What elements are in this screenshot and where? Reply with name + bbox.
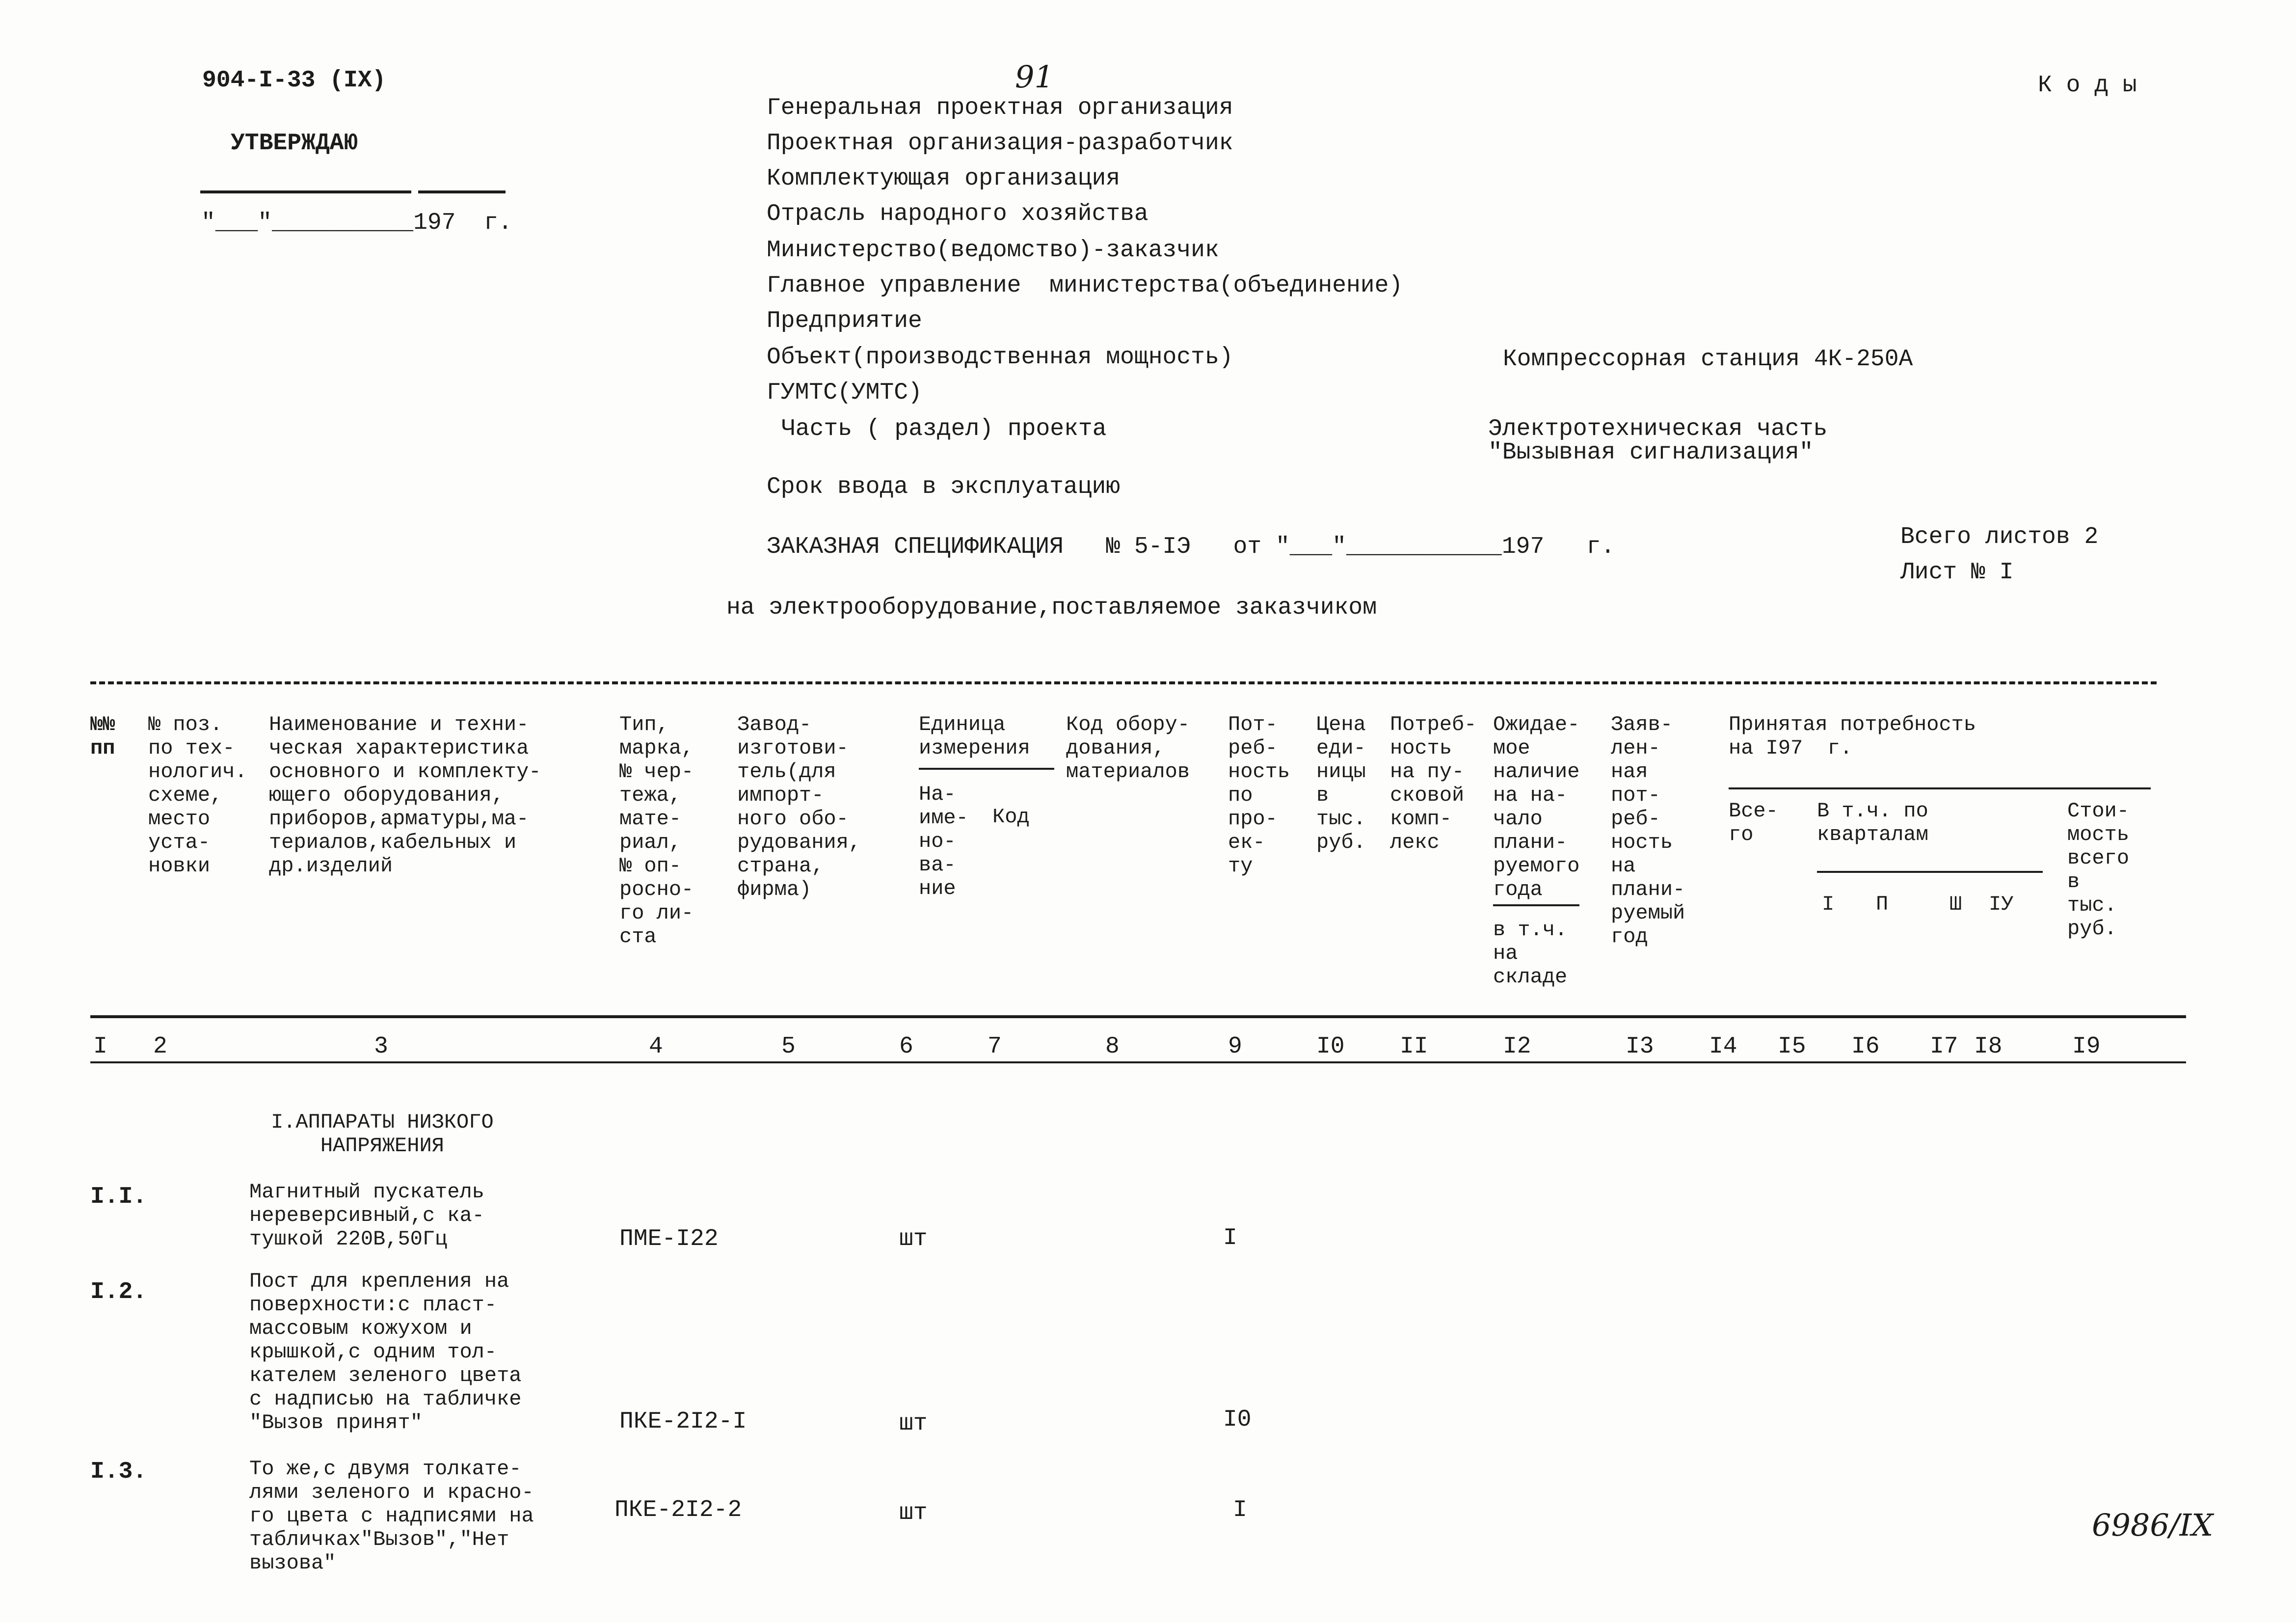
signature-line [200,190,411,193]
col-header-q2: П [1876,893,1889,916]
col-header-4: Тип, марка, № чер- тежа, мате- риал, № оп- росно- го ли- ста [619,713,694,948]
col-number-4: 4 [649,1033,663,1060]
col-header-7: Код [992,805,1030,829]
row-name: То же,с двумя толкате- лями зеленого и красно- го цвета с надписями на табличках"Вызов","Нет вызова" [249,1457,534,1575]
header-bottom-rule [90,1015,2186,1018]
row-quantity: I [1223,1225,1237,1251]
row-name: Пост для крепления на поверхности:с пласт- массовым кожухом и крышкой,с одним тол- кателем зеленого цвета с надписью на табличке "Вызов принят" [249,1270,522,1434]
unit-divider [919,768,1054,770]
col-number-5: 5 [781,1033,796,1060]
page-number: 91 [1015,59,1054,95]
col-header-12b: в т.ч. на складе [1493,918,1568,989]
approval-label: УТВЕРЖДАЮ [231,130,358,157]
signature-line-2 [418,190,506,193]
col-number-15: I5 [1778,1033,1806,1060]
org-object: Объект(производственная мощность) [767,344,1233,371]
col-header-1: №№ пп [90,713,115,760]
row-unit: шт [899,1500,928,1526]
spec-title: ЗАКАЗНАЯ СПЕЦИФИКАЦИЯ № 5-IЭ от "___"___________197 г. [767,534,1615,560]
col-number-3: 3 [374,1033,388,1060]
commission-deadline: Срок ввода в эксплуатацию [767,474,1121,500]
col-header-2: № поз. по тех- нологич. схеме, место уста- новки [148,713,247,878]
col-header-3: Наименование и техни- ческая характеристика основного и комплекту- ющего оборудования, приборов,арматуры,ма- териалов,кабельных и др.изделий [269,713,541,878]
table-top-rule [90,681,2157,684]
col-number-2: 2 [153,1033,167,1060]
col-header-accepted: Принятая потребность на I97 г. [1729,713,1976,760]
row-unit: шт [899,1226,928,1252]
row-quantity: I [1233,1497,1247,1523]
row-name: Магнитный пускатель нереверсивный,с ка- тушкой 220В,50Гц [249,1180,484,1251]
part-value-1: Электротехническая часть [1488,416,1828,442]
approval-date: "___"__________197 г. [201,210,512,236]
col-header-q4: IУ [1989,893,2014,916]
col-number-13: I3 [1626,1033,1654,1060]
object-value: Компрессорная станция 4К-250А [1503,346,1913,373]
col-header-unit: Единица измерения [919,713,1030,760]
row-type: ПКЕ-2I2-2 [614,1497,742,1523]
sheets-total: Всего листов 2 [1900,524,2099,550]
col-header-19: Стои- мость всего в тыс. руб. [2067,799,2130,941]
org-gumts: ГУМТС(УМТС) [767,379,922,406]
accepted-divider [1729,787,2151,789]
col-header-q1: I [1822,893,1835,916]
row-number: I.I. [90,1184,147,1210]
col-number-8: 8 [1105,1033,1120,1060]
col-header-11: Потреб- ность на пу- сковой комп- лекс [1390,713,1477,854]
row-number: I.2. [90,1279,147,1305]
row-type: ПМЕ-I22 [619,1226,719,1252]
number-row-rule [90,1061,2186,1063]
col-header-10: Цена еди- ницы в тыс. руб. [1316,713,1366,854]
org-developer: Проектная организация-разработчик [767,130,1233,157]
col-number-10: I0 [1316,1033,1345,1060]
row-quantity: I0 [1223,1407,1252,1433]
col-number-9: 9 [1228,1033,1242,1060]
col-number-14: I4 [1709,1033,1737,1060]
quarters-divider [1817,871,2043,873]
col-number-7: 7 [988,1033,1002,1060]
col-header-12: Ожидае- мое наличие на на- чало плани- руемого года [1493,713,1580,901]
section-title: I.АППАРАТЫ НИЗКОГО НАПРЯЖЕНИЯ [271,1110,494,1158]
org-industry: Отрасль народного хозяйства [767,201,1148,227]
org-supplier: Комплектующая организация [767,165,1121,192]
col-header-5: Завод- изготови- тель(для импорт- ного обо- рудования, страна, фирма) [737,713,861,901]
col-number-11: II [1400,1033,1428,1060]
org-general: Генеральная проектная организация [767,95,1233,121]
org-main-dept: Главное управление министерства(объединение) [767,272,1403,299]
row-unit: шт [899,1410,928,1437]
col-number-6: 6 [899,1033,913,1060]
part-value-2: "Вызывная сигнализация" [1488,439,1814,466]
col-number-17: I7 [1930,1033,1958,1060]
col-header-q3: Ш [1949,893,1962,916]
org-enterprise: Предприятие [767,308,922,334]
col-header-8: Код обору- дования, материалов [1066,713,1190,784]
col-header-9: Пот- реб- ность по про- ек- ту [1228,713,1290,878]
archive-note: 6986/IX [2092,1507,2214,1543]
sheet-number: Лист № I [1900,559,2014,586]
col-header-13: Заяв- лен- ная пот- реб- ность на плани- руемый год [1611,713,1685,948]
col-header-quarters: В т.ч. по кварталам [1817,799,1928,846]
spec-subtitle: на электрооборудование,поставляемое заказчиком [726,595,1377,621]
col-number-12: I2 [1503,1033,1531,1060]
row-number: I.3. [90,1459,147,1485]
row-type: ПКЕ-2I2-I [619,1408,747,1435]
col-header-6: На- име- но- ва- ние [919,783,968,900]
org-ministry: Министерство(ведомство)-заказчик [767,237,1219,264]
col-number-16: I6 [1851,1033,1880,1060]
col-header-14: Все- го [1729,799,1778,846]
org-project-part: Часть ( раздел) проекта [781,416,1107,442]
document-number: 904-I-33 (IX) [202,67,386,94]
col-number-19: I9 [2072,1033,2101,1060]
codes-label: К о д ы [2038,72,2137,99]
col-number-1: I [93,1033,107,1060]
c12-divider [1493,904,1579,906]
col-number-18: I8 [1974,1033,2002,1060]
